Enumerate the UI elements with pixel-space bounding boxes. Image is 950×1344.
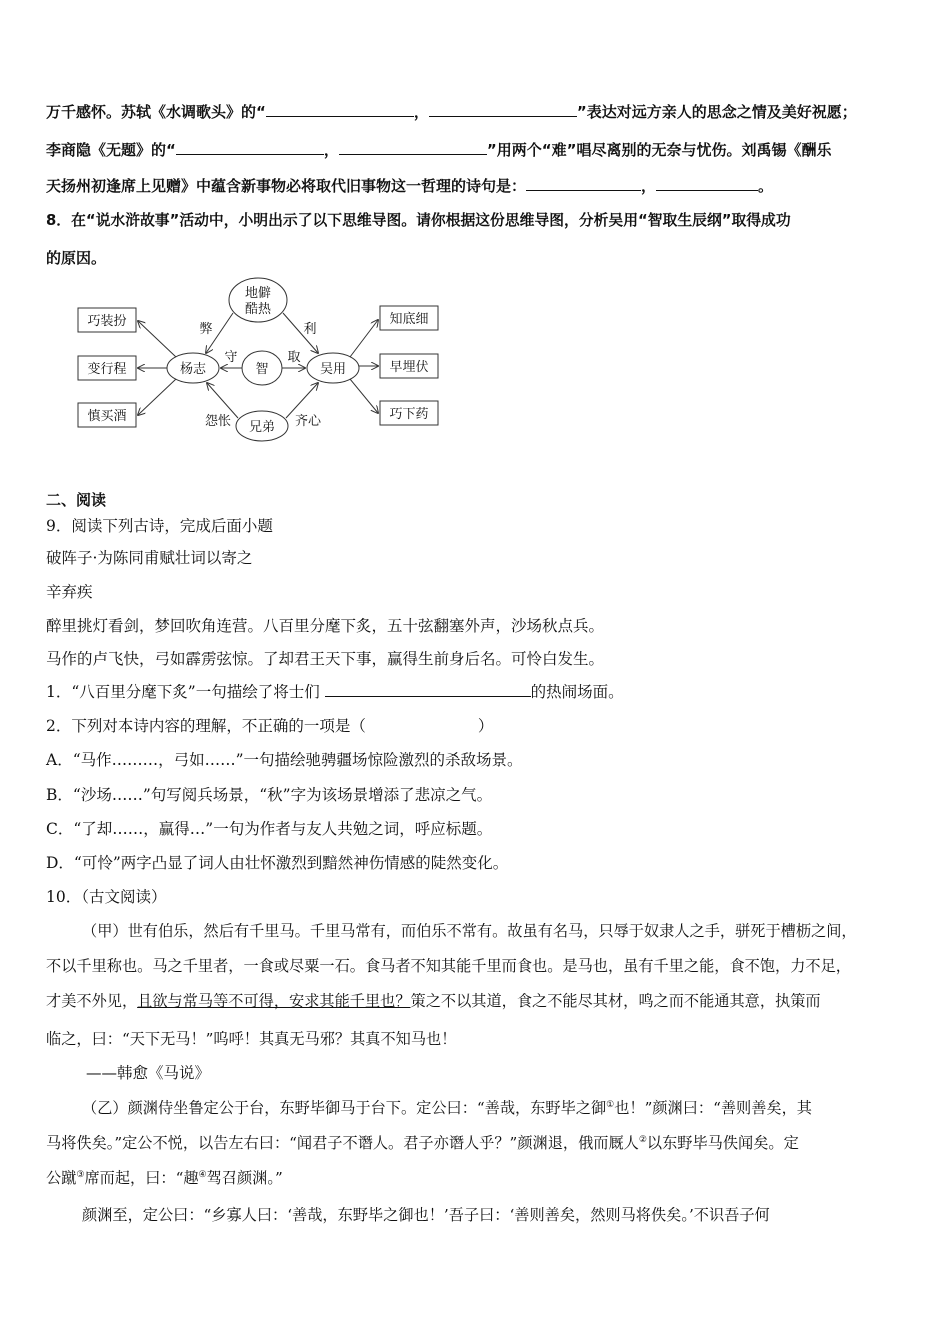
option-d: D．“可怜”两字凸显了词人由壮怀激烈到黯然神伤情感的陡然变化。	[46, 854, 509, 872]
node-center-text: 智	[255, 362, 269, 377]
box-right-3-text: 巧下药	[389, 407, 429, 422]
option-b: B．“沙场……”句写阅兵场景，“秋”字为该场景增添了悲凉之气。	[46, 786, 493, 804]
footnote-mark: ①	[606, 1099, 615, 1110]
box-left-2-text: 变行程	[87, 362, 127, 377]
mind-map-diagram	[70, 275, 450, 445]
q7-text: 万千感怀。苏轼《水调歌头》的“	[46, 103, 266, 121]
poem-author: 辛弃疾	[46, 583, 93, 601]
passage-yi-2	[46, 1132, 799, 1154]
q7-text: 李商隐《无题》的“	[46, 141, 176, 159]
edge-label: 弊	[199, 322, 213, 337]
passage-jia-2: 不以千里称也。马之千里者，一食或尽粟一石。食马者不知其能千里而食也。是马也，虽有千里之能，食不饱，力不足，	[46, 957, 851, 975]
passage-jia-1: （甲）世有伯乐，然后有千里马。千里马常有，而伯乐不常有。故虽有名马，只辱于奴隶人之手，骈死于槽枥之间，	[82, 922, 857, 940]
passage-text: （乙）颜渊侍坐鲁定公于台，东野毕御马于台下。定公曰：“善哉，东野毕之御	[82, 1099, 607, 1117]
poem-title: 破阵子·为陈同甫赋壮词以寄之	[46, 549, 253, 567]
poem-line-2: 马作的卢飞快，弓如霹雳弦惊。了却君王天下事，赢得生前身后名。可怜白发生。	[46, 650, 605, 668]
q9-sub-2-text: ）	[477, 717, 494, 735]
q7-line-3	[46, 175, 773, 197]
passage-text: 也！”颜渊曰：“善则善矣，其	[614, 1099, 812, 1117]
box-left-1-text: 巧装扮	[87, 314, 127, 329]
footnote-mark: ④	[198, 1169, 207, 1180]
q9-sub-2-text: 2．下列对本诗内容的理解，不正确的一项是（	[46, 717, 366, 735]
q8-line-1: 8．在“说水浒故事”活动中，小明出示了以下思维导图。请你根据这份思维导图，分析吴用“智取生辰纲”取得成功	[46, 212, 791, 229]
answer-blank[interactable]	[656, 175, 758, 191]
passage-yi-4: 颜渊至，定公曰：“乡寡人曰：‘善哉，东野毕之御也！’吾子曰：‘善则善矣，然则马将佚矣。’不识吾子何	[82, 1206, 770, 1224]
answer-blank[interactable]	[266, 101, 414, 117]
q7-text: ，	[641, 177, 657, 195]
node-right-text: 吴用	[319, 362, 347, 377]
passage-yi-1	[82, 1097, 812, 1119]
footnote-mark: ③	[76, 1169, 85, 1180]
passage-text: 才美不外见，	[46, 992, 138, 1010]
node-top-text-2: 酷热	[244, 302, 272, 317]
footnote-mark: ②	[638, 1134, 647, 1145]
passage-text: 马将佚矣。”定公不悦，以告左右曰：“闻君子不谮人。君子亦谮人乎？”颜渊退，俄而厩人	[46, 1134, 639, 1152]
passage-jia-source: ——韩愈《马说》	[86, 1064, 211, 1082]
passage-text: 以东野毕马佚闻矣。定	[646, 1134, 799, 1152]
q9-sub-1-text: 的热闹场面。	[530, 683, 624, 701]
q9-sub-2	[46, 715, 493, 737]
q9-intro: 9．阅读下列古诗，完成后面小题	[46, 517, 273, 535]
passage-text: 公蹴	[46, 1169, 77, 1187]
node-top-text-1: 地僻	[244, 286, 272, 301]
box-right-1-text: 知底细	[389, 312, 429, 327]
option-a: A．“马作………，弓如……”一句描绘驰骋疆场惊险激烈的杀敌场景。	[46, 751, 523, 769]
answer-blank[interactable]	[339, 139, 487, 155]
option-c: C．“了却……，赢得…”一句为作者与友人共勉之词，呼应标题。	[46, 820, 493, 838]
box-right-2-text: 早埋伏	[389, 360, 429, 375]
q7-text: 天扬州初逢席上见赠》中蕴含新事物必将取代旧事物这一哲理的诗句是：	[46, 177, 527, 195]
edge-label: 怨怅	[204, 414, 232, 429]
edge-label: 取	[287, 350, 301, 365]
passage-yi-3	[46, 1167, 283, 1189]
poem-line-1: 醉里挑灯看剑，梦回吹角连营。八百里分麾下炙，五十弦翻塞外声，沙场秋点兵。	[46, 617, 605, 635]
passage-jia-3	[46, 990, 821, 1012]
node-left-text: 杨志	[179, 362, 207, 377]
passage-text: 策之不以其道，食之不能尽其材，鸣之而不能通其意，执策而	[410, 992, 821, 1010]
answer-blank[interactable]	[325, 681, 531, 697]
section-heading: 二、阅读	[46, 491, 107, 509]
passage-text: 席而起，曰：“趣	[84, 1169, 199, 1187]
q7-text: ，	[323, 141, 339, 159]
edge-label: 齐心	[294, 414, 322, 429]
underlined-sentence: 且欲与常马等不可得，安求其能千里也？	[137, 992, 411, 1010]
q8-line-2: 的原因。	[46, 249, 107, 267]
edge-label: 守	[224, 350, 238, 365]
q7-text: ”表达对远方亲人的思念之情及美好祝愿；	[576, 103, 857, 121]
passage-text: 驾召颜渊。”	[206, 1169, 283, 1187]
answer-blank[interactable]	[176, 139, 324, 155]
q7-line-1	[46, 101, 857, 123]
edge-label: 利	[303, 322, 317, 337]
answer-blank[interactable]	[429, 101, 577, 117]
q7-text: ，	[413, 103, 429, 121]
q7-text: 。	[758, 177, 774, 195]
q9-sub-1	[46, 681, 624, 703]
answer-blank[interactable]	[526, 175, 641, 191]
q10-intro: 10．（古文阅读）	[46, 888, 167, 906]
passage-jia-4: 临之，曰：“天下无马！”呜呼！其真无马邪？其真不知马也！	[46, 1030, 457, 1048]
q7-text: ”用两个“难”唱尽离别的无奈与忧伤。刘禹锡《酬乐	[486, 141, 832, 159]
node-bottom-text: 兄弟	[248, 420, 276, 435]
q9-sub-1-text: 1．“八百里分麾下炙”一句描绘了将士们	[46, 683, 325, 701]
q7-line-2	[46, 139, 831, 161]
box-left-3-text: 慎买酒	[87, 409, 127, 424]
